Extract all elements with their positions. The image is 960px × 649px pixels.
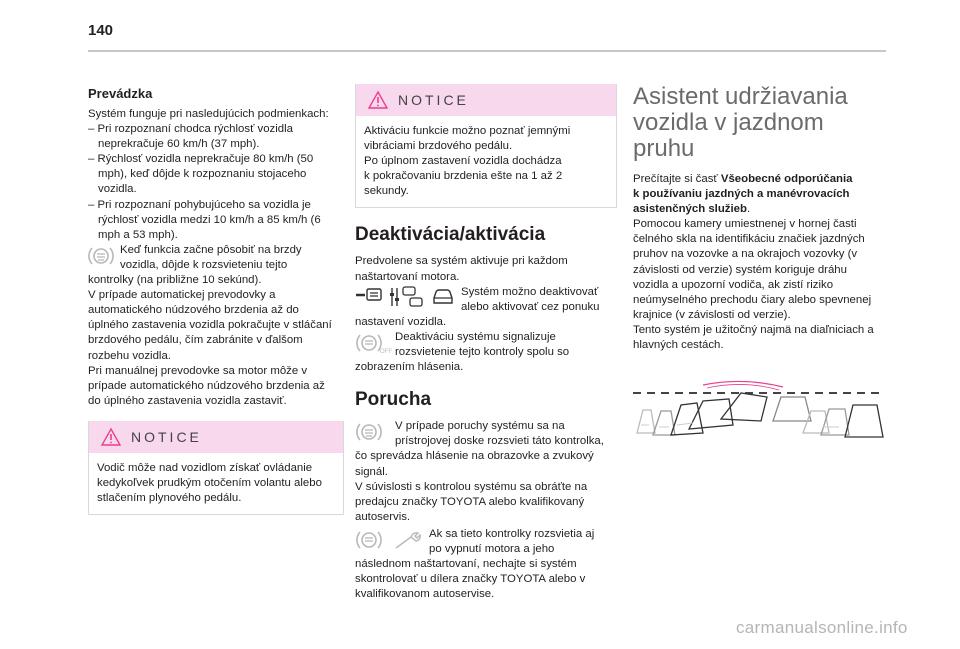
wrench-icon <box>393 528 423 552</box>
column-right: Asistent udržiavania vozidla v jazdnom pruhu Prečítajte si časť Všeobecné odporúčania k používaniu jazdných a manévrovacích asistenčných služieb. Pomocou kamery umiestnenej v hornej časti čelného skla na identifikáciu značiek jazdných pruhov na vozovke a na okrajoch vozovky (v závislosti od verzie) systém koriguje dráhu vozidla a upozorní vodiča, ak zistí riziko neúmyselného prechodu čiary alebo spevnenej krajnice (v závislosti od verzie). Tento systém je užitočný najmä na diaľniciach a hlavných cestách. <box>633 72 888 450</box>
automatic-text: kontrolky (na približne 10 sekúnd). V prípade automatickej prevodovky a automatického núdzového brzdenia až do úplného zastavenia vozidla pokračujte v stláčaní brzdového pedálu, čím zabránite v ďalšom rozbehu vozidla. Pri manuálnej prevodovke sa motor môže v prípade automatického núdzového brzdenia až do úplného zastavenia vozidla zastaviť. <box>88 274 332 407</box>
notice-header <box>89 421 343 453</box>
notice-title: NOTICE <box>131 428 202 445</box>
top-rule <box>88 50 886 52</box>
column-middle: NOTICE Aktiváciu funkcie možno poznať jemnými vibráciami brzdového pedálu. Po úplnom zastavení vozidla dochádza k pokračovaniu brzdenia ešte na 1 až 2 sekundy. Deaktivácia/aktivácia Predvolene sa systém aktivuje pri každom naštartovaní motora. Systém možno deaktivovať alebo aktivovať cez ponuku nastavení vozidla. OFF Deaktiváciu systému signalizuje rozsvietenie tejto kontroly spolu so zobrazením hlásenia. Porucha V prípade poruchy systému sa na prístrojovej doske rozsvieti táto kontrolka, čo sprevádza hlásenie na obrazovke a zvukový signál. V súvislosti s kontrolou systému sa obráťte na predajcu značky TOYOTA alebo kvalifikovaný autoservis. Ak sa tieto kontrolky rozsvietia aj po vypnutí motora a jeho následnom naštartovaní, nechajte si systém skontrolovať u dílera značky TOYOTA alebo v kvalifikovanom autoservise. <box>355 84 617 602</box>
column-left <box>88 72 344 515</box>
notice-body: Aktiváciu funkcie možno poznať jemnými vibráciami brzdového pedálu. Po úplnom zastavení vozidla dochádza k pokračovaniu brzdenia ešte na 1 až 2 sekundy. <box>364 125 571 198</box>
svg-text:OFF: OFF <box>380 348 392 355</box>
driving-settings-icon <box>389 286 425 308</box>
page-number: 140 <box>88 22 114 39</box>
warning-triangle-icon <box>368 91 388 109</box>
heading-prevadzka: Prevádzka <box>88 86 153 101</box>
car-icon <box>431 286 455 306</box>
fault-indicator-line: V prípade poruchy systému sa na prístrojovej doske rozsvieti táto kontrolka, <box>355 419 617 449</box>
section-title: Asistent udržiavania vozidla v jazdnom pruhu <box>633 83 848 162</box>
fault-icons <box>355 528 423 552</box>
watermark: carmanualsonline.info <box>736 618 908 637</box>
brake-off-icon <box>355 331 392 355</box>
menu-icons <box>355 286 455 308</box>
settings-menu-line: Systém možno deaktivovať alebo aktivovať cez ponuku <box>355 285 617 315</box>
notice-box-middle <box>355 84 617 208</box>
brake-indicator-line: Keď funkcia začne pôsobiť na brzdy vozidla, dôjde k rozsvieteniu tejto <box>88 243 344 273</box>
conditions-text: Systém funguje pri nasledujúcich podmienkach: – Pri rozpoznaní chodca rýchlosť vozidla neprekračuje 60 km/h (37 mph). – Rýchlosť vozidla neprekračuje 80 km/h (50 mph), keď dôjde k rozpoznaniu stojaceho vozidla. – Pri rozpoznaní pohybujúceho sa vozidla je rýchlosť vozidla medzi 10 km/h a 85 km/h (6 mph a 53 mph). <box>88 108 329 241</box>
deactivation-indicator-line: OFF Deaktiváciu systému signalizuje rozsvietenie tejto kontroly spolu so <box>355 330 617 360</box>
lane-keeping-illustration <box>633 375 885 445</box>
brake-warning-icon <box>88 244 114 268</box>
notice-body: Vodič môže nad vozidlom získať ovládanie kedykoľvek prudkým otočením volantu alebo stlačením plynového pedálu. <box>97 461 322 505</box>
heading-deaktivacia: Deaktivácia/aktivácia <box>355 224 546 246</box>
brake-fault-icon <box>355 528 383 552</box>
notice-box-left <box>88 421 344 515</box>
display-menu-icon <box>355 286 383 306</box>
description-text: Pomocou kamery umiestnenej v hornej časti čelného skla na identifikáciu značiek jazdných pruhov na vozovke a na okrajoch vozovky (v závislosti od verzie) systém koriguje dráhu vozidla a upozorní vodiča, ak zistí riziko neúmyselného prechodu čiary alebo spevnenej krajnice (v závislosti od verzie). Tento systém je užitočný najmä na diaľniciach a hlavných cestách. <box>633 218 874 352</box>
notice-title: NOTICE <box>398 92 469 108</box>
persistent-fault-line: Ak sa tieto kontrolky rozsvietia aj po vypnutí motora a jeho <box>355 527 617 557</box>
heading-porucha: Porucha <box>355 389 432 411</box>
fault-warning-icon <box>355 420 389 444</box>
warning-triangle-icon <box>101 428 121 446</box>
notice-header <box>356 84 616 116</box>
reference-text: Prečítajte si časť Všeobecné odporúčania <box>633 173 853 185</box>
